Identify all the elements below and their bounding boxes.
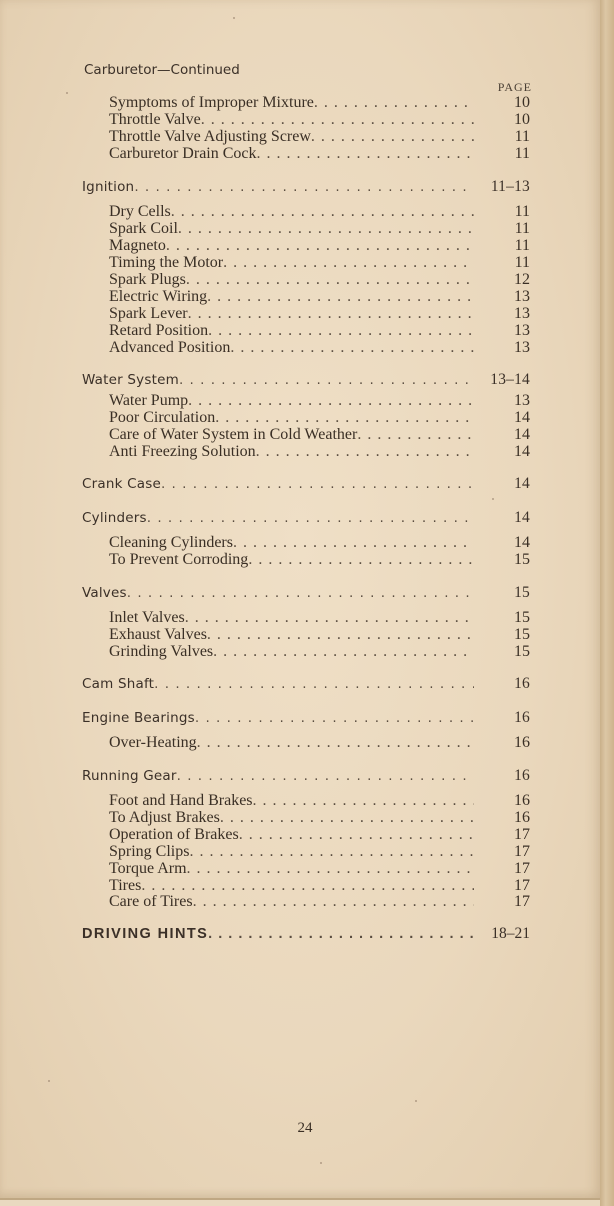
toc-entry[interactable]: [109, 551, 530, 569]
toc-section-page: 13–14: [490, 371, 530, 388]
toc-entry-label: Water Pump: [109, 392, 189, 409]
toc-entry-page: 11: [514, 220, 530, 237]
toc-entry-label: Timing the Motor: [109, 254, 224, 271]
toc-entry-page: 17: [514, 877, 530, 894]
toc-entry-label: Carburetor Drain Cock: [109, 145, 257, 162]
toc-entry-page: 15: [514, 643, 530, 660]
toc-section[interactable]: [82, 709, 530, 727]
paper-speck: [48, 1080, 50, 1082]
toc-section[interactable]: [82, 767, 530, 785]
toc-entry[interactable]: [109, 609, 530, 627]
toc-entry-label: Electric Wiring: [109, 288, 208, 305]
toc-entry[interactable]: [109, 893, 530, 911]
continued-heading: Carburetor—Continued: [84, 62, 240, 78]
toc-entry-page: 15: [514, 551, 530, 568]
toc-entry-label: Inlet Valves: [109, 609, 185, 626]
paper-speck: [66, 92, 68, 94]
toc-section[interactable]: [82, 371, 530, 389]
toc-entry-label: Cleaning Cylinders: [109, 534, 233, 551]
toc-entry[interactable]: [109, 237, 530, 255]
toc-entry-page: 15: [514, 609, 530, 626]
toc-section[interactable]: [82, 178, 530, 196]
toc-entry[interactable]: [109, 220, 530, 238]
toc-section-page: 11–13: [490, 178, 530, 195]
toc-section-page: 16: [514, 709, 530, 726]
toc-section-driving-hints[interactable]: [82, 925, 530, 943]
toc-section-page: 14: [514, 509, 530, 526]
toc-entry-label: Care of Tires: [109, 893, 193, 910]
toc-entry-page: 15: [514, 626, 530, 643]
toc-entry-label: Poor Circulation: [109, 409, 216, 426]
toc-entry-page: 11: [514, 237, 530, 254]
toc-entry[interactable]: [109, 128, 530, 146]
toc-entry[interactable]: [109, 322, 530, 340]
toc-entry[interactable]: [109, 534, 530, 552]
toc-entry-label: Care of Water System in Cold Weather: [109, 426, 358, 443]
toc-entry-label: Torque Arm: [109, 860, 187, 877]
toc-entry[interactable]: [109, 643, 530, 661]
toc-entry[interactable]: [109, 409, 530, 427]
toc-entry-page: 17: [514, 893, 530, 910]
toc-entry[interactable]: [109, 203, 530, 221]
toc-entry-page: 10: [514, 94, 530, 111]
page-number: 24: [297, 1120, 313, 1136]
toc-entry-page: 12: [514, 271, 530, 288]
toc-entry-page: 11: [514, 145, 530, 162]
toc-section-page: 16: [514, 767, 530, 784]
toc-entry-label: Anti Freezing Solution: [109, 443, 256, 460]
toc-entry-page: 17: [514, 860, 530, 877]
toc-entry[interactable]: [109, 392, 530, 410]
toc-entry-label: Magneto: [109, 237, 166, 254]
toc-entry-label: Grinding Valves: [109, 643, 214, 660]
toc-entry-label: Dry Cells: [109, 203, 171, 220]
toc-entry[interactable]: [109, 843, 530, 861]
toc-entry-page: 17: [514, 826, 530, 843]
toc-entry-page: 16: [514, 734, 530, 751]
toc-entry-page: 16: [514, 809, 530, 826]
toc-entry[interactable]: [109, 145, 530, 163]
toc-entry-page: 11: [514, 128, 530, 145]
toc-entry-page: 11: [514, 203, 530, 220]
toc-section-page: 14: [514, 475, 530, 492]
toc-section-label: Crank Case: [82, 476, 161, 492]
toc-section-label: Ignition: [82, 179, 135, 195]
page-column-heading: PAGE: [497, 80, 532, 94]
toc-entry-page: 13: [514, 392, 530, 409]
toc-section-label: DRIVING HINTS: [82, 926, 209, 942]
toc-section-label: Running Gear: [82, 768, 177, 784]
toc-entry[interactable]: [109, 426, 530, 444]
toc-entry-label: Retard Position: [109, 322, 209, 339]
toc-section-label: Cylinders: [82, 510, 147, 526]
toc-entry-page: 13: [514, 288, 530, 305]
toc-entry-page: 14: [514, 534, 530, 551]
toc-entry[interactable]: [109, 254, 530, 272]
toc-entry-label: Symptoms of Improper Mixture: [109, 94, 314, 111]
toc-entry-label: Exhaust Valves: [109, 626, 207, 643]
toc-section-label: Engine Bearings: [82, 710, 195, 726]
toc-entry[interactable]: [109, 271, 530, 289]
toc-section-label: Water System: [82, 372, 179, 388]
toc-entry-page: 14: [514, 443, 530, 460]
toc-section-page: 18–21: [491, 925, 530, 942]
toc-entry[interactable]: [109, 305, 530, 323]
toc-entry-page: 13: [514, 305, 530, 322]
toc-entry[interactable]: [109, 443, 530, 461]
toc-entry[interactable]: [109, 734, 530, 752]
toc-entry-label: Spark Plugs: [109, 271, 186, 288]
toc-section[interactable]: [82, 475, 530, 493]
toc-section-page: 16: [514, 675, 530, 692]
toc-entry[interactable]: [109, 792, 530, 810]
toc-entry-label: Throttle Valve Adjusting Screw: [109, 128, 311, 145]
toc-entry-page: 14: [514, 426, 530, 443]
toc-entry-label: Operation of Brakes: [109, 826, 239, 843]
toc-entry[interactable]: [109, 826, 530, 844]
paper-speck: [320, 1162, 322, 1164]
toc-entry[interactable]: [109, 111, 530, 129]
toc-entry-label: Spark Lever: [109, 305, 188, 322]
toc-entry-page: 10: [514, 111, 530, 128]
toc-entry-label: Tires: [109, 877, 142, 894]
toc-entry[interactable]: [109, 626, 530, 644]
toc-entry-label: To Adjust Brakes: [109, 809, 220, 826]
toc-entry-page: 16: [514, 792, 530, 809]
toc-section[interactable]: [82, 584, 530, 602]
toc-entry[interactable]: [109, 809, 530, 827]
toc-entry-label: Over-Heating: [109, 734, 197, 751]
toc-entry-label: Throttle Valve: [109, 111, 201, 128]
toc-entry[interactable]: [109, 339, 530, 357]
toc-entry-label: Advanced Position: [109, 339, 231, 356]
toc-entry-page: 13: [514, 339, 530, 356]
toc-section-page: 15: [514, 584, 530, 601]
toc-entry[interactable]: [109, 288, 530, 306]
toc-entry-page: 17: [514, 843, 530, 860]
toc-entry-page: 13: [514, 322, 530, 339]
toc-entry-label: Foot and Hand Brakes: [109, 792, 253, 809]
toc-entry-label: Spring Clips: [109, 843, 190, 860]
toc-section-label: Cam Shaft: [82, 676, 155, 692]
toc-entry[interactable]: [109, 860, 530, 878]
toc-entry[interactable]: [109, 94, 530, 112]
paper-speck: [233, 17, 235, 19]
toc-section[interactable]: [82, 509, 530, 527]
toc-entry-label: Spark Coil: [109, 220, 178, 237]
toc-section-label: Valves: [82, 585, 127, 601]
page-edge: [600, 0, 614, 1206]
paper-speck: [415, 1100, 417, 1102]
toc-entry-label: To Prevent Corroding: [109, 551, 249, 568]
toc-entry-page: 11: [514, 254, 530, 271]
toc-entry-page: 14: [514, 409, 530, 426]
toc-section[interactable]: [82, 675, 530, 693]
paper-speck: [492, 498, 494, 500]
